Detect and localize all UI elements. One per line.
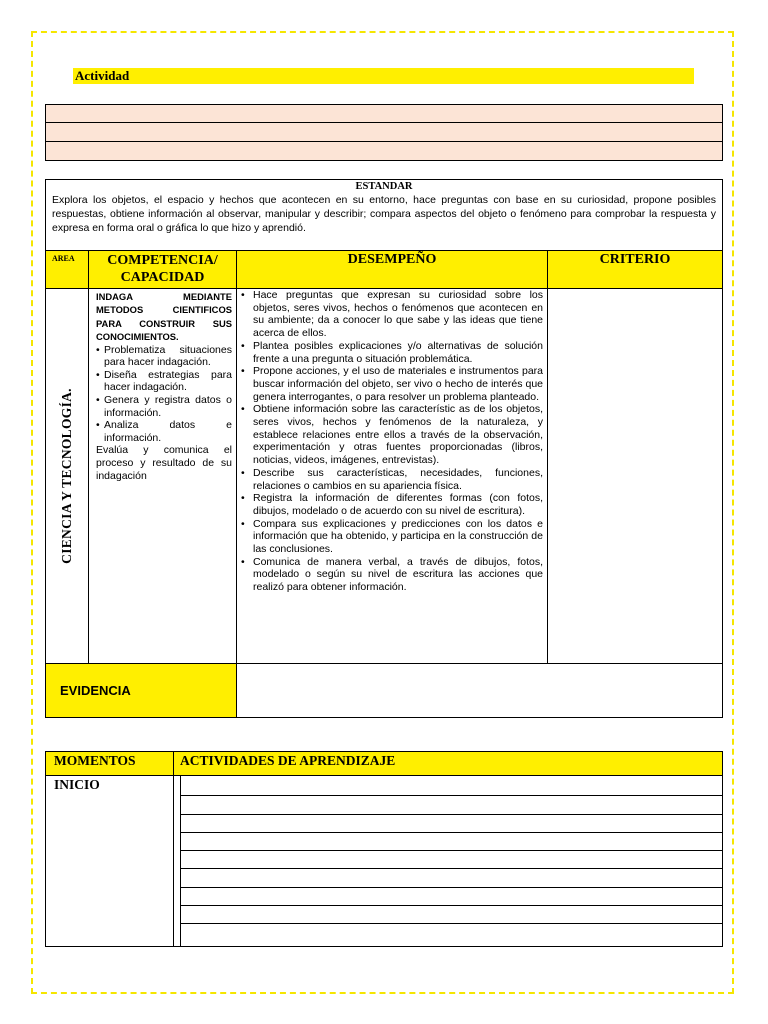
info-row (45, 123, 723, 142)
evidencia-label: EVIDENCIA (46, 664, 237, 717)
estandar-text: Explora los objetos, el espacio y hechos que acontecen en su entorno, hace preguntas con base en su curiosidad, propone posibles respuestas, obtiene información al observar, manipular y describir; compara aspectos del objeto o fenómeno para comprobar la respuesta y expresa en forma oral o gráfica lo que hizo y aprendió. (52, 194, 716, 234)
desempeno-item: • Compara sus explicaciones y predicciones con los datos e información que ha obtenido, y participa en la construcción de las conclusiones. (241, 518, 543, 556)
desempeno-item: • Comunica de manera verbal, a través de dibujos, fotos, modelado o según su nivel de escritura las acciones que realizó para obtener información. (241, 556, 543, 594)
column-gap (174, 776, 181, 947)
capacidad-closing: Evalúa y comunica el proceso y resultado de su indagación (96, 444, 232, 482)
evidencia-row (46, 664, 722, 717)
actividad-title: Actividad (73, 68, 694, 84)
activity-line (181, 924, 722, 942)
capacidad-item: • Analiza datos e información. (96, 419, 232, 444)
info-rows (45, 104, 723, 161)
momentos-header-row (46, 752, 722, 776)
estandar-section (46, 180, 722, 251)
activity-line (181, 815, 722, 833)
competencia-title-line: INDAGA MEDIANTE (96, 291, 232, 302)
info-row (45, 142, 723, 161)
momento-inicio: INICIO (46, 776, 174, 947)
activity-line (181, 888, 722, 906)
desempeno-item: • Registra la información de diferentes formas (con fotos, dibujos, modelado o de acuerdo con su nivel de escritura). (241, 492, 543, 517)
header-criterio: CRITERIO (599, 252, 671, 267)
desempeno-item: • Hace preguntas que expresan su curiosidad sobre los objetos, seres vivos, hechos o fenómenos que acontecen en su ambiente; da a conocer lo que sabe y las ideas que tiene acerca de ellos. (241, 289, 543, 340)
desempeno-cell (237, 289, 548, 663)
header-desempeno: DESEMPEÑO (237, 251, 548, 288)
info-row (45, 104, 723, 123)
header-competencia: COMPETENCIA/ CAPACIDAD (89, 251, 237, 288)
momentos-body-row (46, 776, 722, 947)
criterio-cell (548, 289, 722, 663)
header-momentos: MOMENTOS (46, 752, 174, 775)
competencia-title-line: PARA CONSTRUIR SUS (96, 317, 232, 329)
planning-table (45, 179, 723, 718)
competencia-title-line: METODOS CIENTIFICOS (96, 304, 232, 316)
capacidad-item: • Problematiza situaciones para hacer indagación. (96, 344, 232, 369)
area-name: CIENCIA Y TECNOLOGÍA. (59, 388, 74, 564)
desempeno-item: • Plantea posibles explicaciones y/o alternativas de solución frente a una pregunta o situación problemática. (241, 340, 543, 365)
capacidad-item: • Diseña estrategias para hacer indagación. (96, 369, 232, 394)
table-header-row (46, 251, 722, 289)
activity-lines (181, 776, 722, 947)
desempeno-item: • Obtiene información sobre las característic as de los objetos, seres vivos, hechos y fenómenos de la naturaleza, y establece relaciones entre ellos a través de la observación, experimentación y otras fuentes proporcionadas (libros, noticias, videos, imágenes, entrevistas). (241, 403, 543, 467)
activity-line (181, 869, 722, 887)
desempeno-item: • Propone acciones, y el uso de materiales e instrumentos para buscar información del objeto, ser vivo o hecho de interés que genera interrogantes, o para resolver un problema planteado. (241, 365, 543, 403)
desempenos-list (241, 289, 543, 594)
activity-line (181, 796, 722, 814)
area-cell (46, 289, 89, 663)
header-area: AREA (46, 251, 89, 288)
table-body-row (46, 289, 722, 664)
activity-line (181, 906, 722, 924)
momentos-table (45, 751, 723, 947)
competencia-cell (89, 289, 237, 663)
activity-line (181, 851, 722, 869)
desempeno-item: • Describe sus características, necesidades, funciones, relaciones o cambios en su apariencia física. (241, 467, 543, 492)
estandar-title: ESTANDAR (355, 181, 413, 192)
competencia-title (96, 290, 232, 344)
activity-line (181, 778, 722, 796)
evidencia-value (237, 664, 722, 717)
competencia-title-line: CONOCIMIENTOS. (96, 331, 179, 343)
capacidades-list (96, 344, 232, 445)
capacidad-item: • Genera y registra datos o información. (96, 394, 232, 419)
header-actividades: ACTIVIDADES DE APRENDIZAJE (180, 753, 396, 768)
activity-line (181, 833, 722, 851)
